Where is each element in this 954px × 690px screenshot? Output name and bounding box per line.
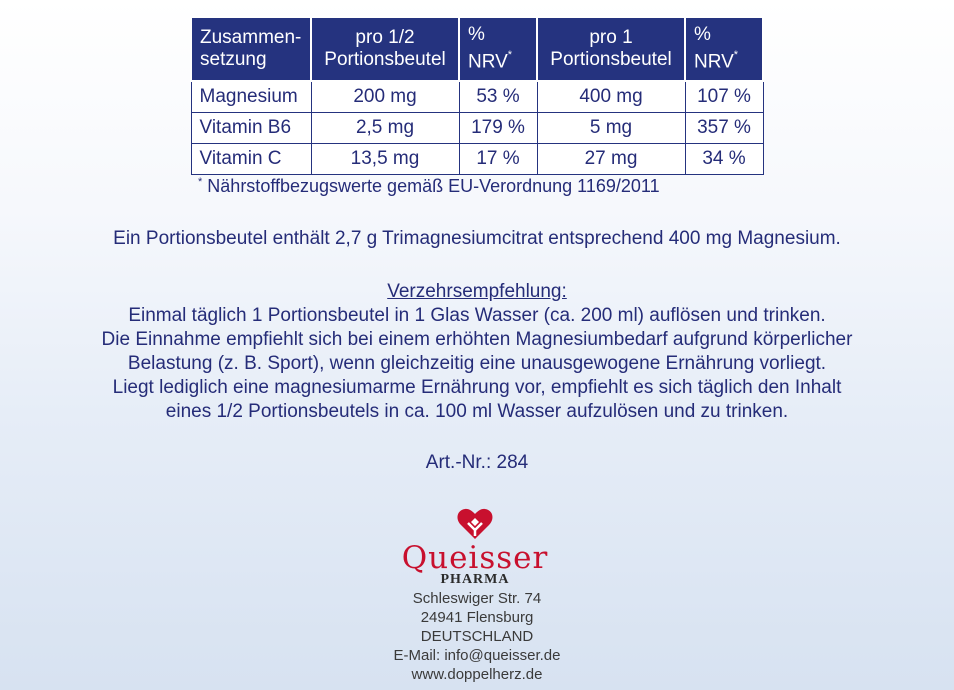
nutrient-name: Vitamin C <box>191 144 311 175</box>
nrv-full: 107 % <box>685 81 763 113</box>
footnote-text: Nährstoffbezugswerte gemäß EU-Verordnung 1169/2011 <box>207 176 660 196</box>
table-row <box>191 144 763 175</box>
recommendation-line: Die Einnahme empfiehlt sich bei einem erhöhten Magnesiumbedarf aufgrund körperlicher <box>101 329 853 350</box>
footnote-mark: * <box>198 176 203 188</box>
nrv-half: 179 % <box>459 113 537 144</box>
amount-full: 27 mg <box>537 144 685 175</box>
address-country: DEUTSCHLAND <box>420 628 534 645</box>
contact-email[interactable]: E-Mail: info@queisser.de <box>393 647 561 664</box>
nrv-full: 34 % <box>685 144 763 175</box>
recommendation-section <box>0 280 954 424</box>
recommendation-line: eines 1/2 Portionsbeutels in ca. 100 ml Wasser aufzulösen und zu trinken. <box>165 401 789 422</box>
nrv-half: 17 % <box>459 144 537 175</box>
recommendation-line: Einmal täglich 1 Portionsbeutel in 1 Glas Wasser (ca. 200 ml) auflösen und trinken. <box>128 305 826 326</box>
address-street: Schleswiger Str. 74 <box>412 590 542 607</box>
nutrient-name: Vitamin B6 <box>191 113 311 144</box>
portion-info: Ein Portionsbeutel enthält 2,7 g Trimagnesiumcitrat entsprechend 400 mg Magnesium. <box>113 228 841 249</box>
recommendation-heading: Verzehrsempfehlung: <box>387 281 567 302</box>
nrv-full: 357 % <box>685 113 763 144</box>
queisser-heart-logo-icon <box>455 505 495 541</box>
table-row <box>191 81 763 113</box>
nutrition-table <box>190 16 764 175</box>
header-per-half-sachet: pro 1/2 Portionsbeutel <box>311 17 459 81</box>
brand-subtitle: PHARMA <box>440 572 510 587</box>
website-link[interactable]: www.doppelherz.de <box>411 666 543 683</box>
nrv-footnote <box>198 176 660 197</box>
amount-full: 5 mg <box>537 113 685 144</box>
header-per-sachet: pro 1 Portionsbeutel <box>537 17 685 81</box>
amount-full: 400 mg <box>537 81 685 113</box>
header-nrv-full: % NRV* <box>685 17 763 81</box>
nrv-half: 53 % <box>459 81 537 113</box>
amount-half: 200 mg <box>311 81 459 113</box>
amount-half: 2,5 mg <box>311 113 459 144</box>
address-city: 24941 Flensburg <box>420 609 534 626</box>
recommendation-line: Belastung (z. B. Sport), wenn gleichzeitig eine unausgewogene Ernährung vorliegt. <box>127 353 827 374</box>
amount-half: 13,5 mg <box>311 144 459 175</box>
company-address <box>0 589 954 684</box>
nutrition-table-header <box>191 17 763 81</box>
nutrient-name: Magnesium <box>191 81 311 113</box>
header-composition: Zusammen- setzung <box>191 17 311 81</box>
brand-name: Queisser <box>401 540 549 576</box>
recommendation-line: Liegt lediglich eine magnesiumarme Ernährung vor, empfiehlt es sich täglich den Inhalt <box>112 377 842 398</box>
table-row <box>191 113 763 144</box>
header-nrv-half: % NRV* <box>459 17 537 81</box>
article-number: Art.-Nr.: 284 <box>425 452 529 473</box>
brand-logo <box>380 505 570 587</box>
